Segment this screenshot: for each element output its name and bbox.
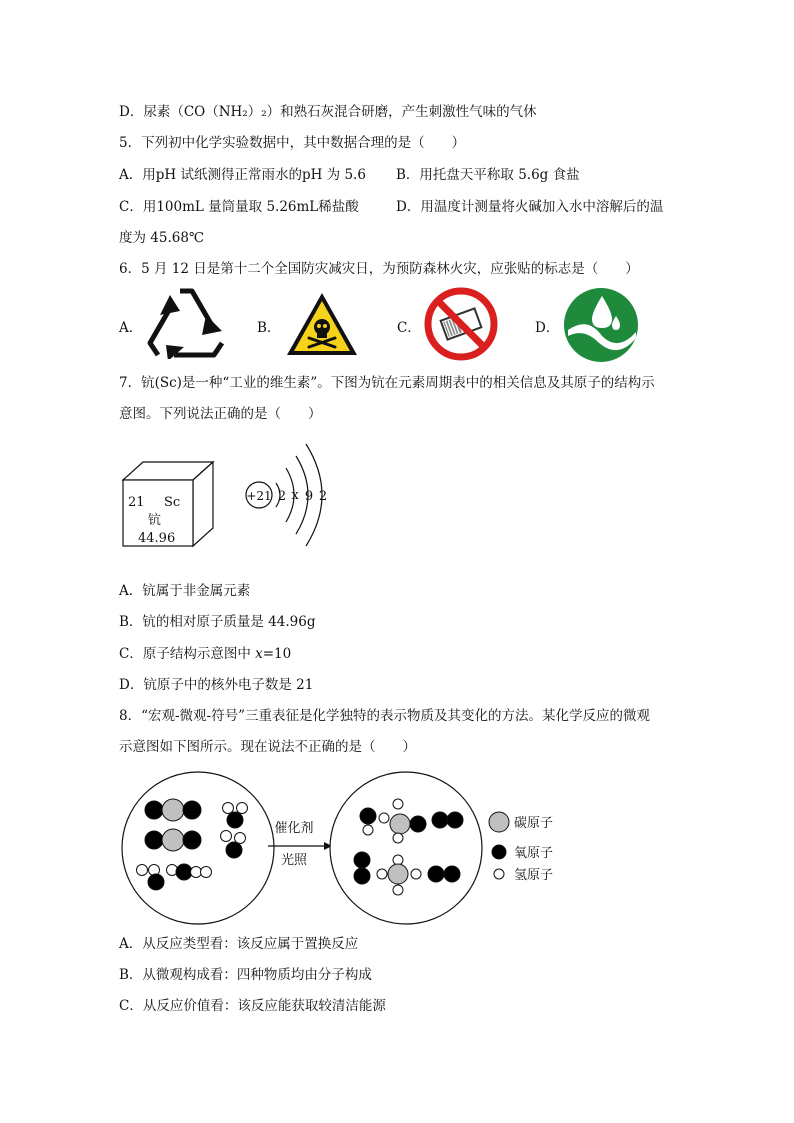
q6-label-a: A．: [119, 320, 143, 336]
legend-oxygen-label: 氧原子: [514, 846, 554, 861]
shell-1-electrons: 2: [277, 489, 287, 504]
q5-option-d: D．用温度计测量将火碱加入水中溶解后的温: [396, 199, 664, 215]
element-symbol: Sc: [164, 495, 181, 510]
q6-stem: 6．5 月 12 日是第十二个全国防灾减灾日，为预防森林火灾，应张贴的标志是（ ）: [119, 261, 639, 277]
shell-2-electrons: x: [291, 488, 299, 503]
q8-option-b: B．从微观构成看：四种物质均由分子构成: [119, 967, 372, 983]
q8-stem: 8．“宏观-微观-符号”三重表征是化学独特的表示物质及其变化的方法。某化学反应的微观: [119, 708, 651, 724]
nucleus-charge: +21: [246, 489, 272, 503]
recycle-icon: [144, 285, 228, 359]
products-circle: [330, 772, 482, 924]
legend-carbon-label: 碳原子: [514, 816, 554, 831]
reaction-diagram: [118, 768, 568, 928]
q5-stem: 5．下列初中化学实验数据中，其中数据合理的是（ ）: [119, 135, 466, 151]
q8-option-c: C．从反应价值看：该反应能获取较清洁能源: [119, 998, 386, 1014]
q7-option-d: D．钪原子中的核外电子数是 21: [119, 677, 314, 693]
q7-option-a: A．钪属于非金属元素: [119, 583, 251, 599]
light-label: 光照: [280, 853, 308, 868]
shell-4-electrons: 2: [318, 489, 328, 504]
legend-hydrogen-label: 氢原子: [514, 868, 554, 883]
element-name: 钪: [148, 513, 162, 528]
element-mass: 44.96: [138, 531, 176, 546]
q7-option-c: C．原子结构示意图中 x=10: [119, 646, 292, 662]
q6-label-c: C．: [397, 320, 421, 336]
catalyst-label: 催化剂: [274, 821, 314, 836]
legend-hydrogen-swatch: [494, 869, 504, 879]
q7-stem: 7．钪(Sc)是一种“工业的维生素”。下图为钪在元素周期表中的相关信息及其原子的结构示: [119, 375, 655, 391]
element-atomic-number: 21: [128, 495, 145, 510]
q4-option-d: D．尿素（CO（NH₂）₂）和熟石灰混合研磨，产生刺激性气味的气休: [119, 104, 537, 120]
q8-option-a: A．从反应类型看：该反应属于置换反应: [119, 936, 359, 952]
q6-label-b: B．: [257, 320, 281, 336]
atomic-structure-diagram: [240, 440, 340, 550]
q7-option-b: B．钪的相对原子质量是 44.96g: [119, 614, 316, 630]
no-matches-icon: [423, 286, 499, 362]
reactants-circle: [122, 772, 274, 924]
element-card: [118, 458, 218, 550]
q7-stem-cont: 意图。下列说法正确的是（ ）: [119, 406, 322, 422]
poison-warning-icon: [285, 291, 359, 357]
water-saving-icon: [562, 286, 640, 364]
q8-stem-cont: 示意图如下图所示。现在说法不正确的是（ ）: [119, 739, 416, 755]
shell-3-electrons: 9: [304, 489, 314, 504]
legend-carbon-swatch: [489, 812, 509, 832]
q5-option-a: A．用pH 试纸测得正常雨水的pH 为 5.6: [119, 167, 366, 183]
legend-oxygen-swatch: [492, 845, 506, 859]
q5-option-d-cont: 度为 45.68℃: [119, 230, 205, 246]
q5-option-b: B．用托盘天平称取 5.6g 食盐: [396, 167, 580, 183]
q5-option-c: C．用100mL 量筒量取 5.26mL稀盐酸: [119, 199, 359, 215]
q6-label-d: D．: [535, 320, 560, 336]
